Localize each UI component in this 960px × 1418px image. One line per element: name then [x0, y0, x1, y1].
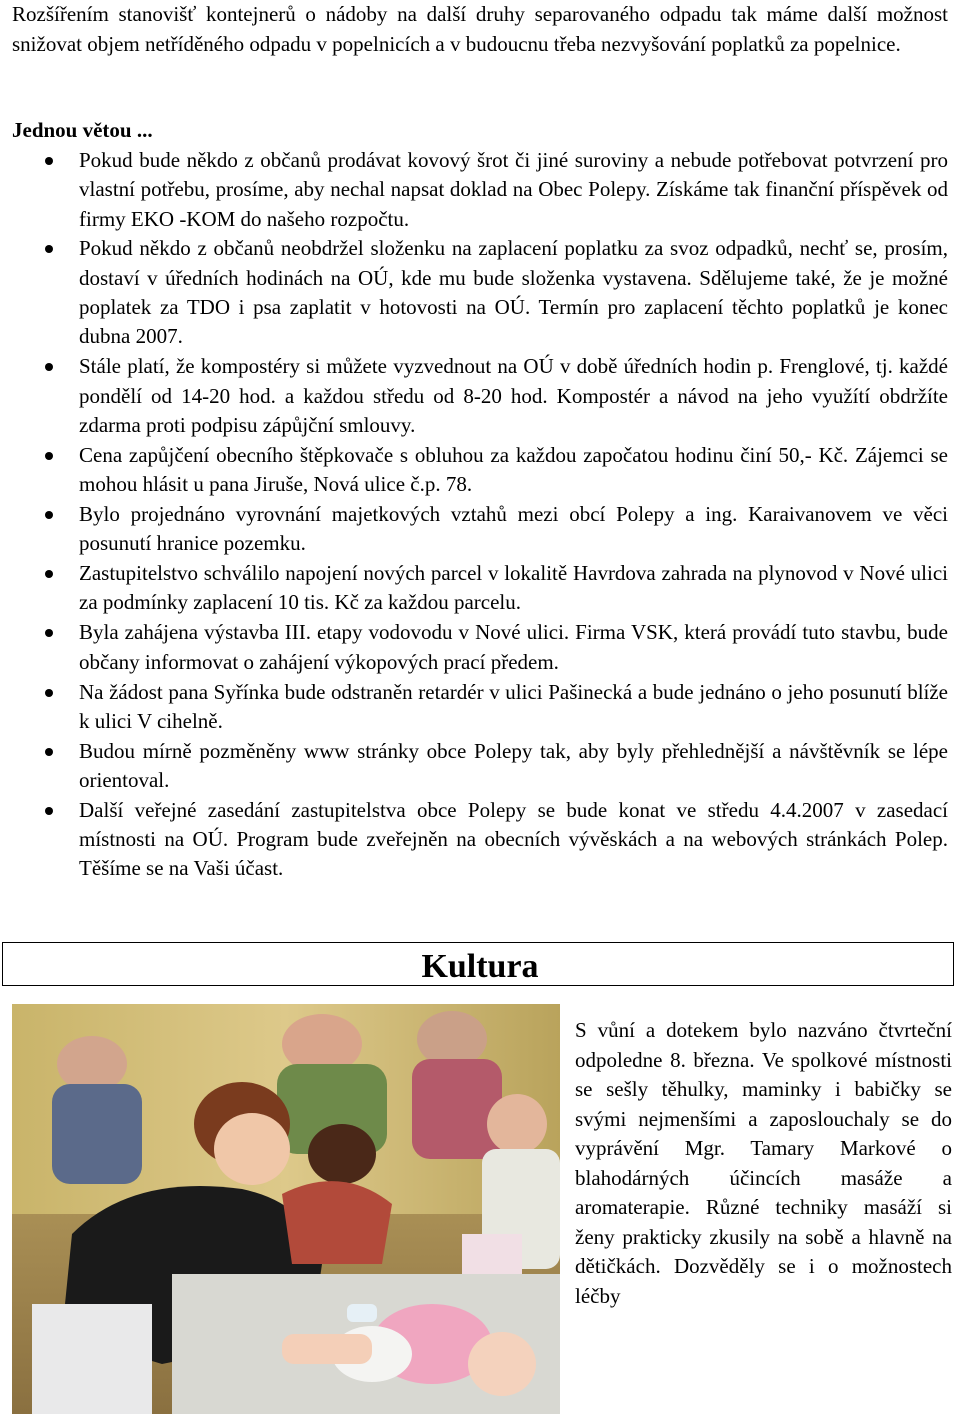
bullet-dot-icon	[45, 629, 53, 637]
list-item-text: Byla zahájena výstavba III. etapy vodovodu v Nové ulici. Firma VSK, která provádí tuto stavbu, bude občany informovat o zahájení výkopových prací předem.	[79, 620, 948, 674]
intro-paragraph: Rozšířením stanovišť kontejnerů o nádoby na další druhy separovaného odpadu tak máme další možnost snižovat objem netříděného odpadu v popelnicích a v budoucnu třeba nezvyšování poplatků za popelnice.	[12, 2, 948, 56]
list-item	[0, 352, 948, 440]
bullet-dot-icon	[45, 807, 53, 815]
bullet-dot-icon	[45, 511, 53, 519]
bullet-dot-icon	[45, 245, 53, 253]
section-heading-jednou-vetou: Jednou větou ...	[12, 118, 153, 142]
list-item-text: Budou mírně pozměněny www stránky obce Polepy tak, aby byly přehlednější a návštěvník se lépe orientoval.	[79, 738, 948, 792]
list-item	[0, 796, 948, 884]
bullet-dot-icon	[45, 452, 53, 460]
list-item-text: Další veřejné zasedání zastupitelstva obce Polepy se bude konat ve středu 4.4.2007 v zasedací místnosti na OÚ. Program bude zveřejněn na obecních vývěskách a na webových stránkách Polep. Těšíme se na Vaši účast.	[79, 797, 948, 881]
list-item	[0, 441, 948, 500]
bullet-dot-icon	[45, 748, 53, 756]
news-bullet-list	[0, 146, 948, 884]
massage-workshop-photo	[12, 1004, 560, 1414]
list-item-text: Cena zapůjčení obecního štěpkovače s obluhou za každou započatou hodinu činí 50,- Kč. Zájemci se mohou hlásit u pana Jiruše, Nová ulice č.p. 78.	[79, 442, 948, 497]
bullet-dot-icon	[45, 570, 53, 578]
list-item	[0, 678, 948, 737]
list-item	[0, 737, 948, 796]
list-item-text: Pokud bude někdo z občanů prodávat kovový šrot či jiné suroviny a nebude potřebovat potvrzení pro vlastní potřebu, prosíme, aby nechal napsat doklad na Obec Polepy. Získáme tak finanční příspěvek od firmy EKO -KOM do našeho rozpočtu.	[79, 148, 948, 231]
list-item	[0, 234, 948, 351]
bullet-dot-icon	[45, 157, 53, 165]
list-item-text: Zastupitelstvo schválilo napojení nových parcel v lokalitě Havrdova zahrada na plynovod v Nové ulici za podmínky zaplacení 10 tis. Kč za každou parcelu.	[79, 561, 948, 615]
list-item	[0, 618, 948, 677]
bullet-dot-icon	[45, 689, 53, 697]
list-item-text: Bylo projednáno vyrovnání majetkových vztahů mezi obcí Polepy a ing. Karaivanovem ve věci posunutí hranice pozemku.	[79, 501, 948, 556]
section-title-kultura: Kultura	[421, 948, 539, 985]
list-item-text: Pokud někdo z občanů neobdržel složenku na zaplacení poplatku za svoz odpadků, nechť se, prosím, dostaví v úředních hodinách na OÚ, kde mu bude složenka vystavena. Sdělujeme také, že je možné poplatek za TDO i psa zaplatit v hotovosti na OÚ. Termín pro zaplacení těchto poplatků je konec dubna 2007.	[79, 236, 948, 349]
list-item	[0, 500, 948, 559]
list-item-text: Stále platí, že kompostéry si můžete vyzvednout na OÚ v době úředních hodin p. Frenglové, tj. každé pondělí od 14-20 hod. a každou středu od 8-20 hod. Kompostér a návod na jeho využítí obdržíte zdarma proti podpisu zápůjční smlouvy.	[79, 354, 948, 437]
kultura-paragraph: S vůní a dotekem bylo nazváno čtvrteční odpoledne 8. března. Ve spolkové místnosti se sešly těhulky, maminky i babičky se svými nejmenšími a zaposlouchaly se do vyprávění Mgr. Tamary Markové o blahodárných účincích masáže a aromaterapie. Různé techniky masáží si ženy prakticky zkusily na sobě a hlavně na dětičkách. Dozvěděly se i o možnostech léčby	[575, 1018, 952, 1308]
list-item	[0, 146, 948, 234]
list-item-text: Na žádost pana Syřínka bude odstraněn retardér v ulici Pašinecká a bude jednáno o jeho posunutí blíže k ulici V cihelně.	[79, 679, 948, 733]
list-item	[0, 559, 948, 618]
bullet-dot-icon	[45, 363, 53, 371]
